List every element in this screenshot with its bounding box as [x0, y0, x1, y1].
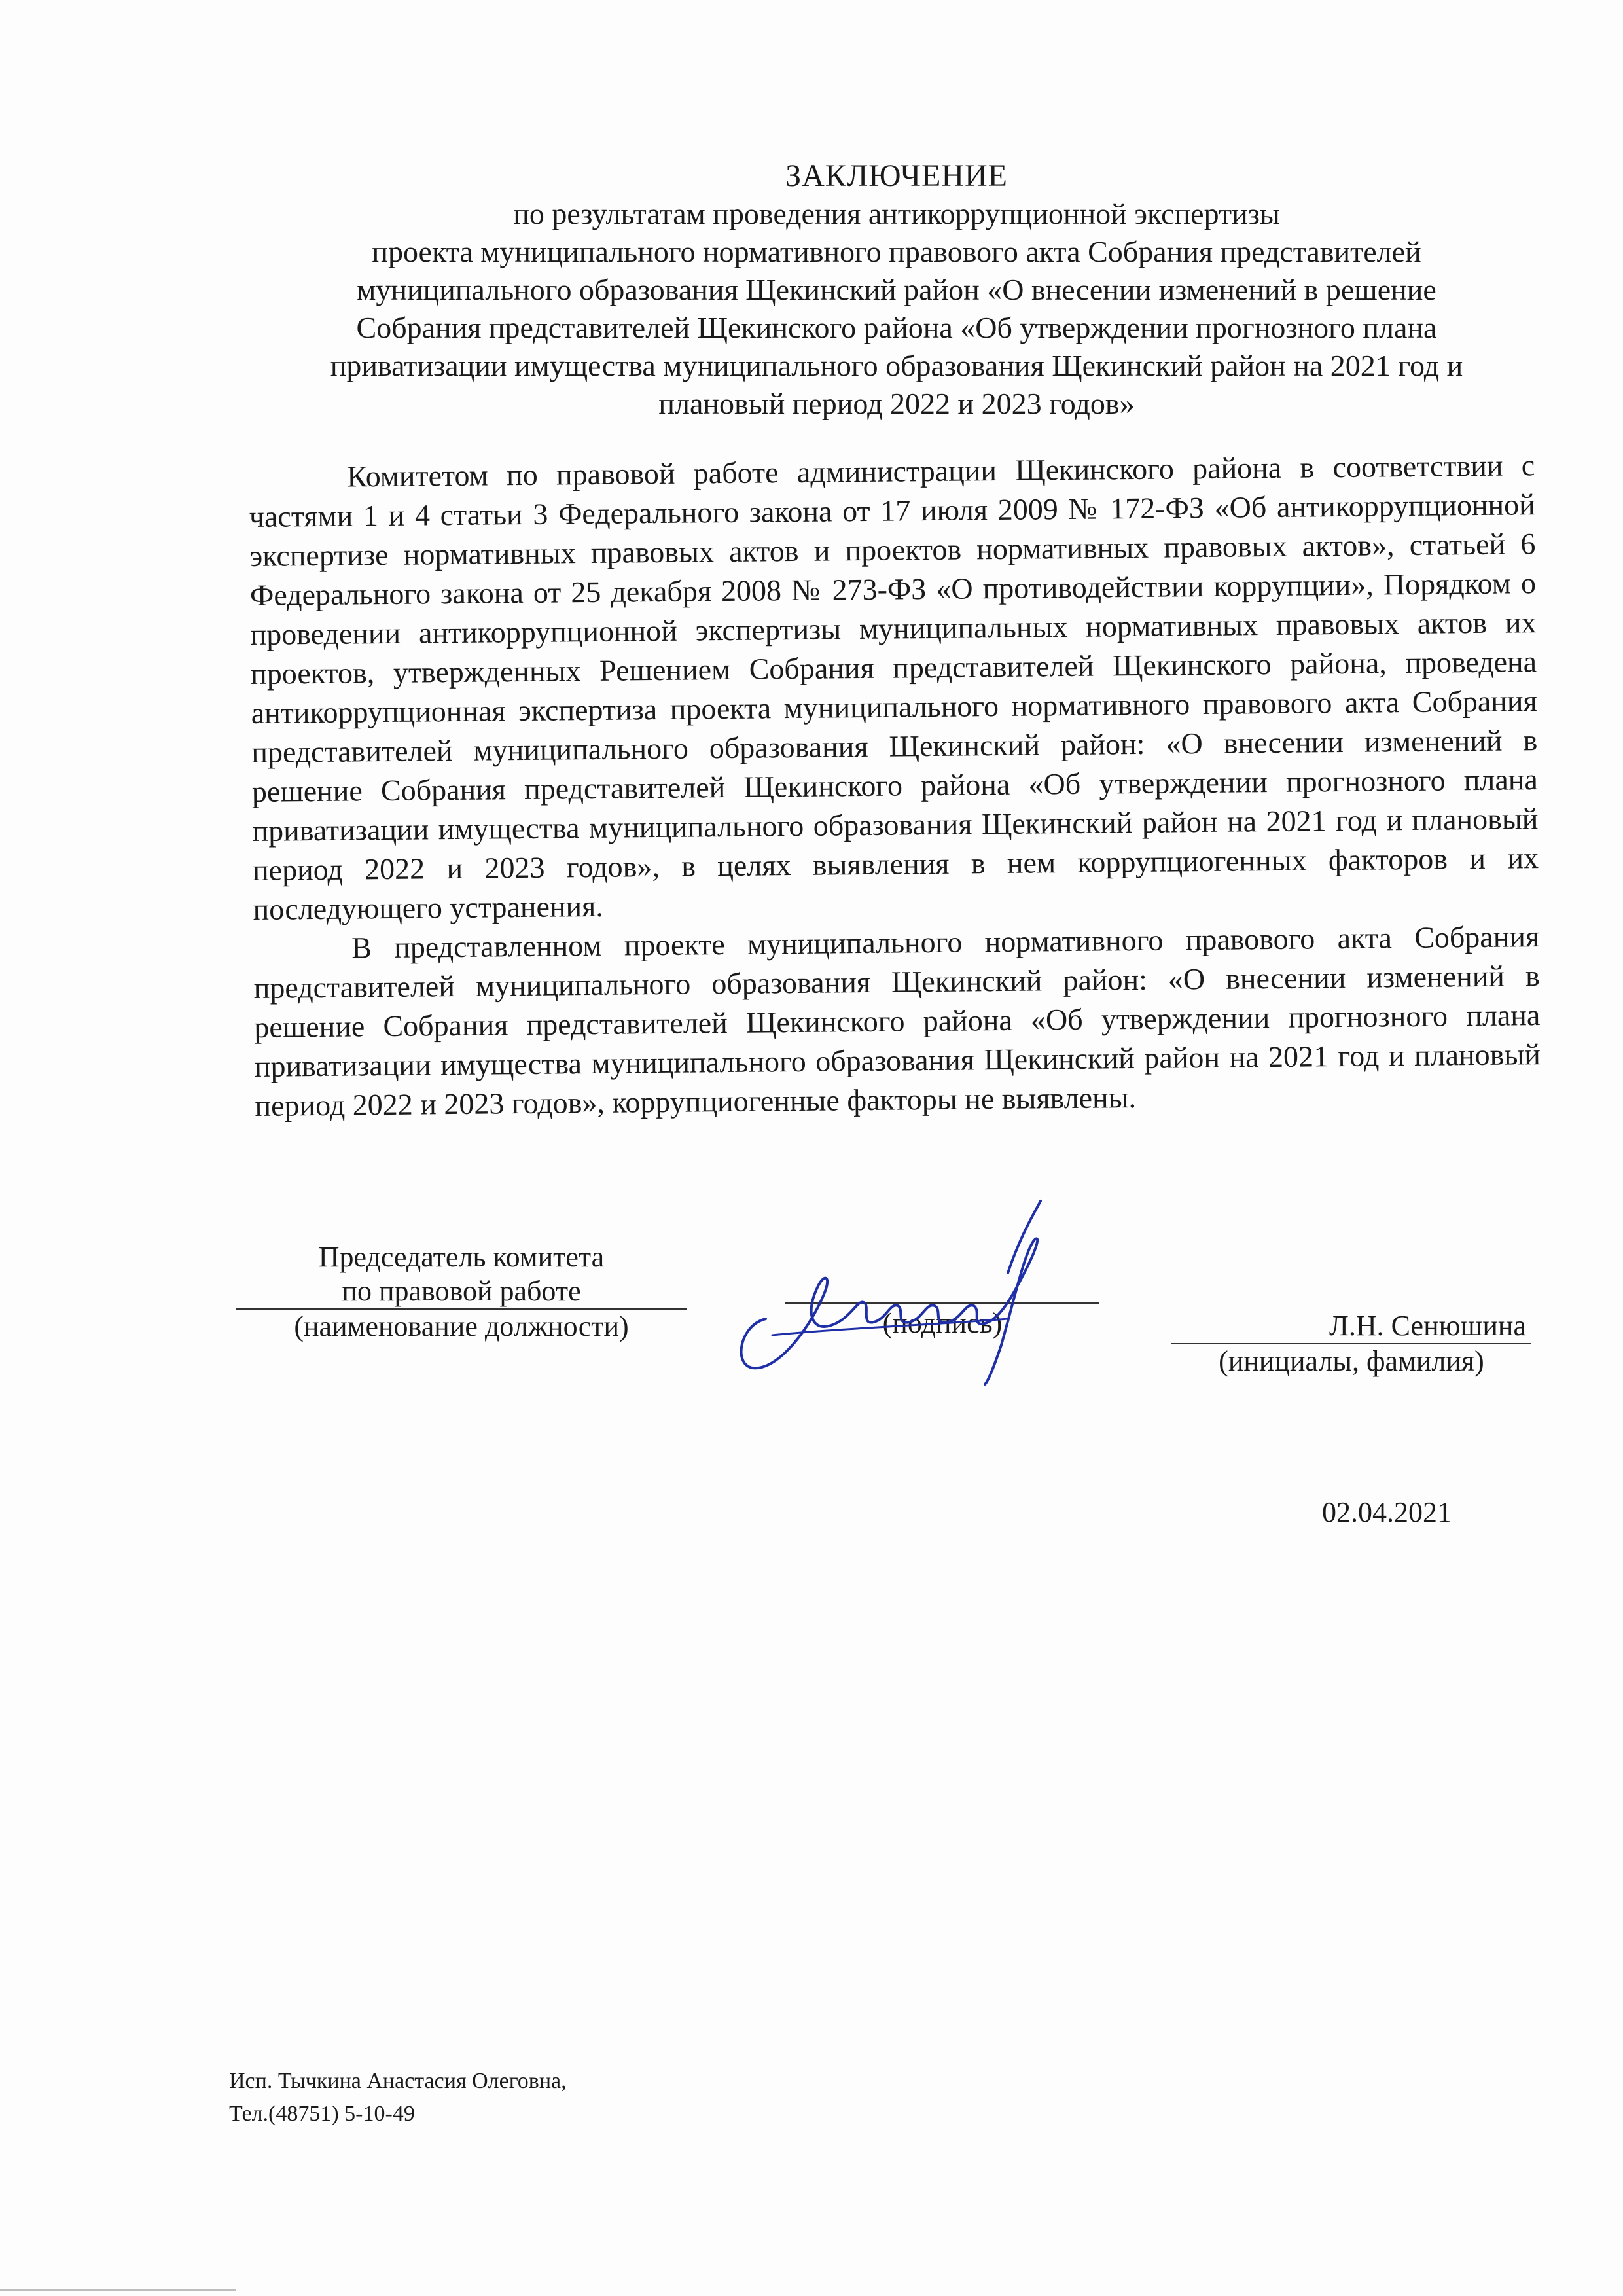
header-line: Собрания представителей Щекинского района «Об утверждении прогнозного плана	[356, 311, 1437, 344]
position-line: Председатель комитета	[318, 1241, 605, 1273]
position-field	[236, 1240, 687, 1344]
signer-name: Л.Н. Сенюшина	[1171, 1309, 1531, 1344]
handwritten-signature	[726, 1194, 1054, 1391]
executor-phone: Тел.(48751) 5-10-49	[229, 2102, 415, 2126]
document-title: ЗАКЛЮЧЕНИЕ	[785, 158, 1008, 193]
document-date: 02.04.2021	[1322, 1496, 1452, 1528]
header-line: приватизации имущества муниципального образования Щекинский район на 2021 год и	[330, 349, 1463, 382]
header-line: по результатам проведения антикоррупционной экспертизы	[513, 197, 1280, 230]
signature-caption: (подпись)	[882, 1307, 1003, 1339]
executor-footer	[229, 2065, 567, 2130]
header-line: муниципального образования Щекинский район «О внесении изменений в решение	[357, 273, 1436, 306]
name-field	[1171, 1309, 1531, 1378]
name-caption: (инициалы, фамилия)	[1219, 1345, 1484, 1377]
executor-name: Исп. Тычкина Анастасия Олеговна,	[229, 2069, 567, 2093]
body-paragraph: В представленном проекте муниципального нормативного правового акта Собрания представителей муниципального образования Щекинский район: «О внесении изменений в решение Собрания представителей Щекинского района «Об утверждении прогнозного плана приватизации имущества муниципального образования Щекинский район на 2021 год и плановый период 2022 и 2023 годов», коррупциогенные факторы не выявлены.	[253, 920, 1541, 1122]
position-line: по правовой работе	[236, 1274, 687, 1310]
document-body	[249, 446, 1541, 1126]
position-caption: (наименование должности)	[294, 1310, 629, 1342]
scan-edge-mark	[0, 2289, 236, 2291]
body-paragraph: Комитетом по правовой работе администрации Щекинского района в соответствии с частями 1 и 4 статьи 3 Федерального закона от 17 июля 2009 № 172-ФЗ «Об антикоррупционной экспертизе нормативных правовых актов и проектов нормативных правовых актов», статьей 6 Федерального закона от 25 декабря 2008 № 273-ФЗ «О противодействии коррупции», Порядком о проведении антикоррупционной экспертизы муниципальных нормативных правовых актов их проектов, утвержденных Решением Собрания представителей Щекинского района, проведена антикоррупционная экспертиза проекта муниципального нормативного правового акта Собрания представителей муниципального образования Щекинский район: «О внесении изменений в решение Собрания представителей Щекинского района «Об утверждении прогнозного плана приватизации имущества муниципального образования Щекинский район на 2021 год и плановый период 2022 и 2023 годов», в целях выявления в нем коррупциогенных факторов и их последующего устранения.	[249, 448, 1539, 926]
header-line: проекта муниципального нормативного правового акта Собрания представителей	[372, 235, 1421, 268]
header-line: плановый период 2022 и 2023 годов»	[658, 387, 1135, 420]
signature-stroke	[741, 1201, 1041, 1384]
document-header	[249, 157, 1544, 423]
